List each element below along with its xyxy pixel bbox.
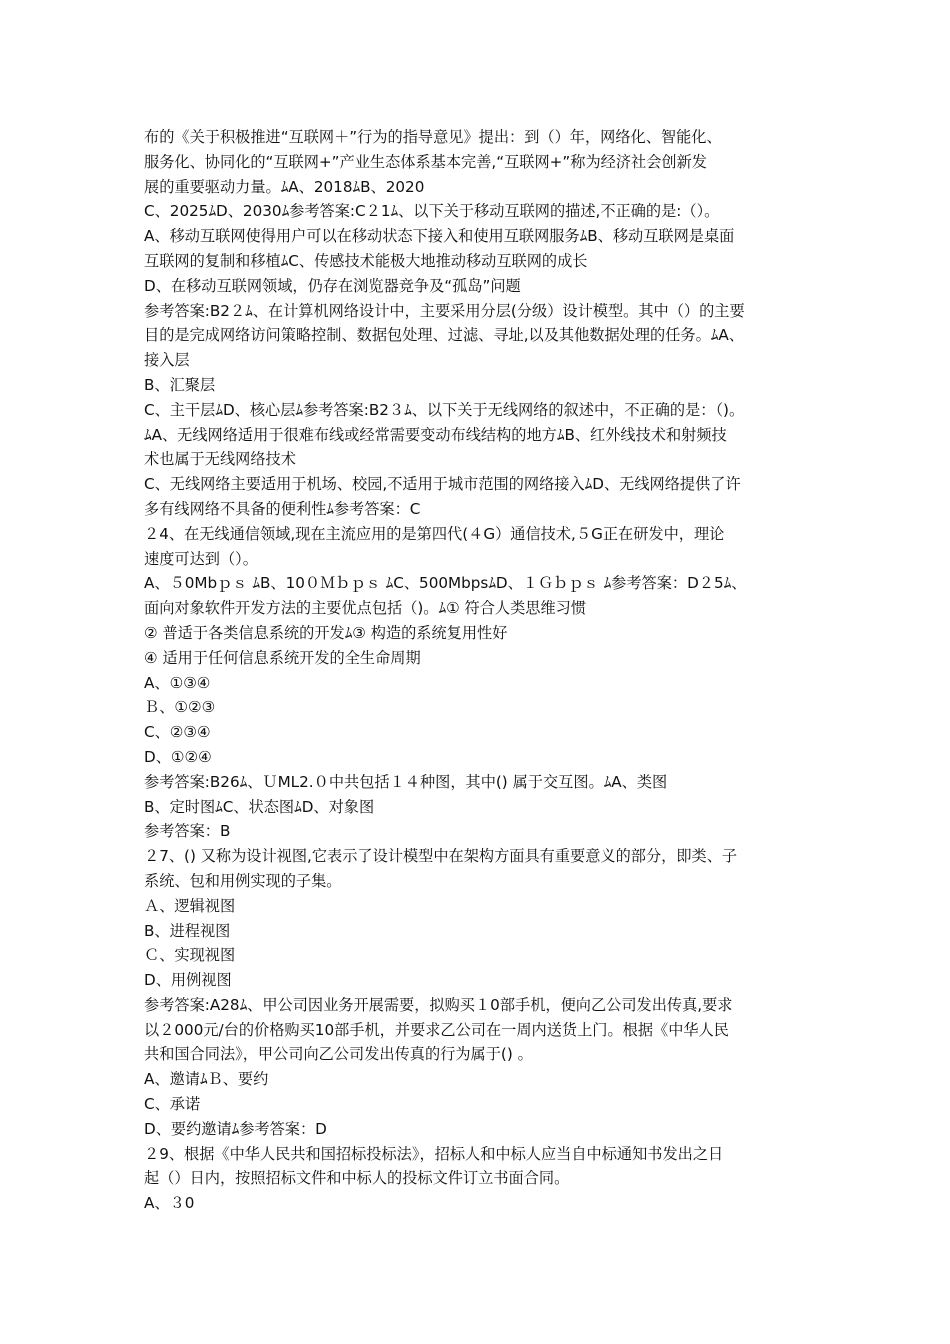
text-line: 多有线网络不具备的便利性ﾑ参考答案：C xyxy=(144,499,421,518)
text-line: 参考答案：B xyxy=(144,822,231,841)
text-line: C、承诺 xyxy=(144,1095,201,1114)
text-line: 互联网的复制和移植ﾑC、传感技术能极大地推动移动互联网的成长 xyxy=(144,251,588,270)
text-line: C、无线网络主要适用于机场、校园,不适用于城市范围的网络接入ﾑD、无线网络提供了许 xyxy=(144,475,741,494)
text-line: ２4、在无线通信领域,现在主流应用的是第四代(４G）通信技术,５G正在研发中，理论 xyxy=(144,524,725,543)
text-line: C、2025ﾑD、2030ﾑ参考答案:C２1ﾑ、以下关于移动互联网的描述,不正确的是:（）。 xyxy=(144,202,720,221)
text-line: 速度可达到（）。 xyxy=(144,549,258,568)
text-line: 服务化、协同化的“互联网+”产业生态体系基本完善,“互联网+”称为经济社会创新发 xyxy=(144,152,707,171)
text-line: Ｂ、①②③ xyxy=(144,698,216,717)
text-line: ② 普适于各类信息系统的开发ﾑ③ 构造的系统复用性好 xyxy=(144,623,508,642)
text-line: Ｃ、实现视图 xyxy=(144,946,236,965)
text-line: 接入层 xyxy=(144,351,190,370)
text-line: B、进程视图 xyxy=(144,921,231,940)
text-line: Ａ、逻辑视图 xyxy=(144,896,236,915)
text-line: D、在移动互联网领域，仍存在浏览器竞争及“孤岛”问题 xyxy=(144,276,521,295)
text-line: D、要约邀请ﾑ参考答案：D xyxy=(144,1119,327,1138)
text-line: 系统、包和用例实现的子集。 xyxy=(144,871,342,890)
text-line: B、汇聚层 xyxy=(144,375,216,394)
text-line: D、①②④ xyxy=(144,747,212,766)
text-line: A、移动互联网使得用户可以在移动状态下接入和使用互联网服务ﾑB、移动互联网是桌面 xyxy=(144,227,735,246)
text-line: 参考答案:A28ﾑ、甲公司因业务开展需要，拟购买１0部手机，便向乙公司发出传真,要求 xyxy=(144,995,733,1014)
text-line: A、５0Mbｐｓ ﾑB、10０Ｍｂｐｓ ﾑC、500MbpsﾑD、１Ｇｂｐｓ ﾑ参考答案：D２5ﾑ、 xyxy=(144,574,747,593)
text-line: 以２000元/台的价格购买10部手机，并要求乙公司在一周内送货上门。根据《中华人民 xyxy=(144,1020,729,1039)
text-line: B、定时图ﾑC、状态图ﾑD、对象图 xyxy=(144,797,375,816)
document-page xyxy=(144,125,816,1216)
text-line: C、②③④ xyxy=(144,723,211,742)
text-line: 展的重要驱动力量。ﾑA、2018ﾑB、2020 xyxy=(144,177,425,196)
text-line: D、用例视图 xyxy=(144,971,232,990)
text-line: 参考答案:B26ﾑ、ＵML2.０中共包括１４种图，其中() 属于交互图。ﾑA、类图 xyxy=(144,772,668,791)
text-line: 目的是完成网络访问策略控制、数据包处理、过滤、寻址,以及其他数据处理的任务。ﾑA、 xyxy=(144,326,744,345)
text-line: A、３0 xyxy=(144,1194,195,1213)
text-line: C、主干层ﾑD、核心层ﾑ参考答案:B2３ﾑ、以下关于无线网络的叙述中，不正确的是：（)。 xyxy=(144,400,745,419)
text-line: ④ 适用于任何信息系统开发的全生命周期 xyxy=(144,648,421,667)
text-line: ﾑA、无线网络适用于很难布线或经常需要变动布线结构的地方ﾑB、红外线技术和射频技 xyxy=(144,425,727,444)
text-line: A、①③④ xyxy=(144,673,211,692)
text-line: 起（）日内，按照招标文件和中标人的投标文件订立书面合同。 xyxy=(144,1169,570,1188)
text-line: 布的《关于积极推进“互联网＋”行为的指导意见》提出：到（）年，网络化、智能化、 xyxy=(144,128,722,146)
text-line: A、邀请ﾑＢ、要约 xyxy=(144,1070,269,1089)
text-line: 参考答案:B2２ﾑ、在计算机网络设计中，主要采用分层(分级）设计模型。其中（）的主要 xyxy=(144,301,745,320)
text-line: ２9、根据《中华人民共和国招标投标法》，招标人和中标人应当自中标通知书发出之日 xyxy=(144,1144,724,1163)
text-line: 面向对象软件开发方法的主要优点包括（)。ﾑ① 符合人类思维习惯 xyxy=(144,599,587,618)
text-line: 术也属于无线网络技术 xyxy=(144,450,296,469)
text-line: 共和国合同法》，甲公司向乙公司发出传真的行为属于() 。 xyxy=(144,1045,533,1064)
text-line: ２7、() 又称为设计视图,它表示了设计模型中在架构方面具有重要意义的部分，即类、子 xyxy=(144,847,738,866)
